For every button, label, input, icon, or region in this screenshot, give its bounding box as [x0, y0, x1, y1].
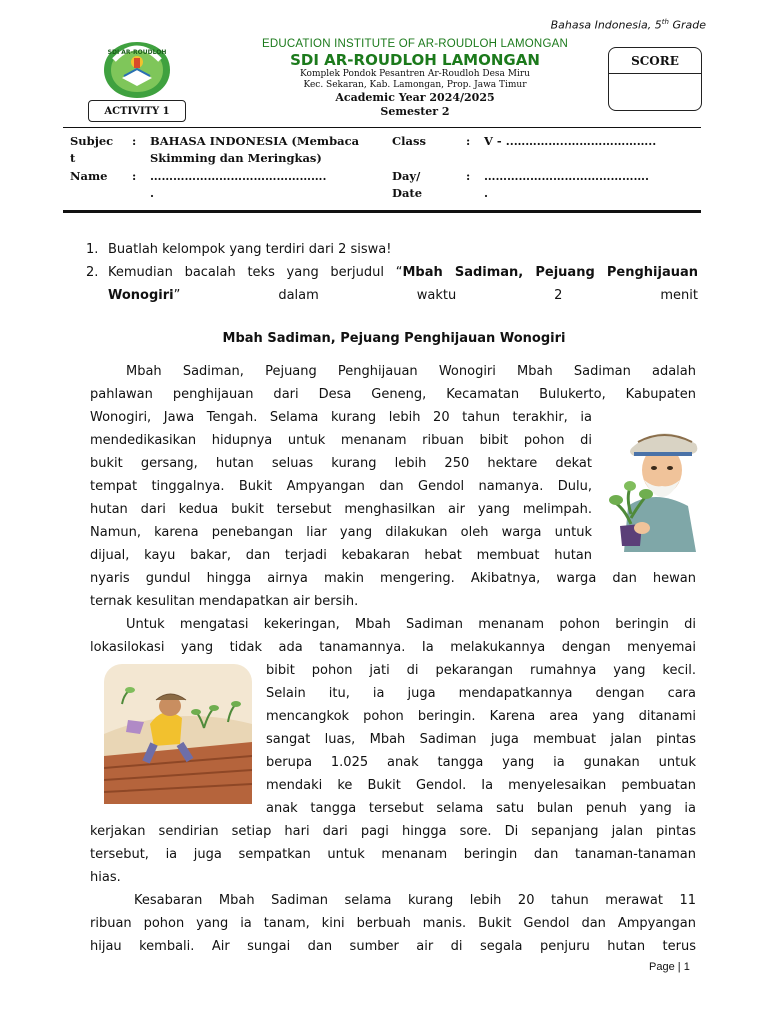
institute-name: EDUCATION INSTITUTE OF AR-ROUDLOH LAMONGAN [262, 38, 568, 50]
address-line-2: Kec. Sekaran, Kab. Lamongan, Prop. Jawa Timur [303, 80, 527, 90]
subject-value: BAHASA INDONESIA (Membaca Skimming dan Meringkas) [150, 134, 360, 165]
address-line-1: Komplek Pondok Pesantren Ar-Roudloh Desa Miru [300, 69, 530, 79]
text-line: hutan dari kedua bukit tersebut menghasilkan air yang melimpah. [90, 502, 592, 517]
info-divider [63, 210, 701, 213]
school-header [230, 38, 600, 119]
list-item: 2. Kemudian bacalah teks yang berjudul “Mbah Sadiman, Pejuang Penghijauan Wonogiri” dalam waktu 2 menit [86, 265, 698, 303]
school-logo [100, 40, 174, 100]
instruction-list [86, 238, 698, 307]
page-footer: Page | 1 [649, 961, 690, 973]
activity-label: ACTIVITY 1 [88, 100, 186, 122]
semester: Semester 2 [380, 105, 450, 118]
subject-colon: : [132, 134, 137, 148]
text-line: Mbah Sadiman, Pejuang Penghijauan Wonogiri Mbah Sadiman adalah [126, 364, 696, 379]
text-line: bibit pohon jati di pekarangan rumahnya yang kecil. [266, 663, 696, 678]
text-line: mencangkok pohon beringin. Karena area yang ditanami [266, 709, 696, 724]
text-line: lokasilokasi yang tidak ada tanamannya. Ia melakukannya dengan menyemai [90, 640, 696, 655]
man-planting-illustration [104, 664, 252, 804]
day-field[interactable]: ……………………………………. . [484, 169, 650, 200]
school-name: SDI AR-ROUDLOH LAMONGAN [290, 51, 540, 69]
logo-text: SDI AR-ROUDLOH [107, 49, 167, 56]
text-line: sangat luas, Mbah Sadiman juga membuat jalan pintas [266, 732, 696, 747]
text-line: Wonogiri, Jawa Tengah. Selama kurang lebih 20 tahun terakhir, ia [90, 410, 592, 425]
text-line: anak tangga tersebut selama satu bulan penuh yang ia [266, 801, 696, 816]
score-box[interactable] [608, 47, 702, 111]
farmer-holding-plant-illustration [604, 418, 706, 552]
text-line: ternak kesulitan mendapatkan air bersih. [90, 594, 359, 609]
text-line: dijual, kayu bakar, dan terjadi kebakaran hebat membuat hutan [90, 548, 592, 563]
text-line: bukit gersang, hutan seluas kurang lebih 250 hektare dekat [90, 456, 592, 471]
text-line: Untuk mengatasi kekeringan, Mbah Sadiman menanam pohon beringin di [126, 617, 696, 632]
text-line: hijau kembali. Air sungai dan sumber air di segala penjuru hutan terus [90, 939, 696, 954]
day-label: Day/ Date [392, 169, 423, 200]
subject-label: Subjec t [70, 134, 114, 165]
class-colon: : [466, 134, 471, 148]
text-line: tempat tinggalnya. Bukit Ampyangan dan Gendol namanya. Dulu, [90, 479, 592, 494]
day-colon: : [466, 169, 471, 183]
name-label: Name [70, 169, 108, 183]
text-line: kerjakan sendirian setiap hari dari pagi hingga sore. Di sepanjang jalan pintas [90, 824, 696, 839]
text-line: tersebut, ia juga sempatkan untuk menanam beringin dan tanaman-tanaman [90, 847, 696, 862]
text-line: ribuan pohon yang ia tanam, kini berbuah manis. Bukit Gendol dan Ampyangan [90, 916, 696, 931]
text-line: mendedikasikan hidupnya untuk menanam ribuan bibit pohon di [90, 433, 592, 448]
header-divider [63, 127, 701, 128]
list-item: 1. Buatlah kelompok yang terdiri dari 2 siswa! [86, 242, 392, 257]
class-label: Class [392, 134, 426, 148]
text-line: Selain itu, ia juga mendapatkannya dengan cara [266, 686, 696, 701]
academic-year: Academic Year 2024/2025 [335, 91, 495, 104]
score-label: SCORE [609, 48, 701, 74]
text-line: mendaki ke Bukit Gendol. Ia menyelesaikan pembuatan [266, 778, 696, 793]
name-colon: : [132, 169, 137, 183]
text-line: berupa 1.025 anak tangga yang ia gunakan untuk [266, 755, 696, 770]
text-line: nyaris gundul hingga airnya makin mengering. Akibatnya, warga dan hewan [90, 571, 696, 586]
class-field[interactable]: V - ..…………..………………….. [484, 134, 657, 148]
text-line: Namun, karena penebangan liar yang dilakukan oleh warga untuk [90, 525, 592, 540]
story-paragraph-2-wrap [266, 659, 696, 820]
story-title: Mbah Sadiman, Pejuang Penghijauan Wonogiri [222, 331, 566, 346]
text-line: pahlawan penghijauan dari Desa Geneng, Kecamatan Bulukerto, Kabupaten [90, 387, 696, 402]
text-line: hias. [90, 870, 121, 885]
grade-note: Bahasa Indonesia, 5th Grade [550, 18, 706, 32]
text-line: Kesabaran Mbah Sadiman selama kurang lebih 20 tahun merawat 11 [134, 893, 696, 908]
story-paragraph-3 [90, 820, 696, 958]
name-field[interactable]: ………………………………………. . [150, 169, 327, 200]
